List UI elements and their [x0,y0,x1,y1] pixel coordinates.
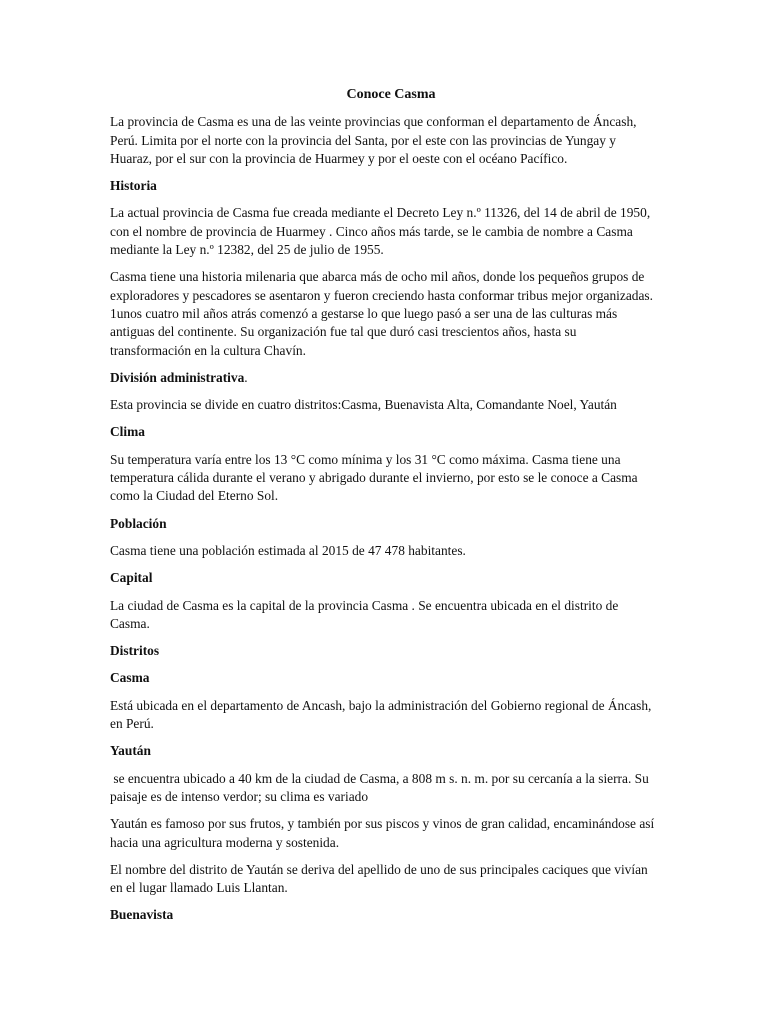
clima-paragraph: Su temperatura varía entre los 13 °C como mínima y los 31 °C como máxima. Casma tiene una temperatura cálida durante el verano y abrigado durante el invierno, por esto se le conoce a Casma como la Ciudad del Eterno Sol. [110,451,638,504]
page-title: Conoce Casma [346,87,436,102]
intro-paragraph: La provincia de Casma es una de las veinte provincias que conforman el departamento de Áncash, Perú. Limita por el norte con la provincia del Santa, por el este con las provincias de Yungay y Huaraz, por el sur con la provincia de Huarmey y por el oeste con el océano Pacífico. [110,114,637,166]
division-heading-line [110,369,656,387]
historia-paragraph-1: La actual provincia de Casma fue creada mediante el Decreto Ley n.º 11326, del 14 de abril de 1950, con el nombre de provincia de Huarmey . Cinco años más tarde, se le cambia de nombre a Casma mediante la Ley n.º 12382, del 25 de julio de 1955. [110,205,651,258]
heading-buenavista: Buenavista [110,907,174,923]
heading-clima: Clima [110,424,145,440]
heading-capital: Capital [110,570,153,586]
heading-division-administrativa: División administrativa [110,369,245,385]
yautan-paragraph-3: El nombre del distrito de Yaután se deriva del apellido de uno de sus principales caciques que vivían en el lugar llamado Luis Llantan. [110,861,648,896]
heading-historia: Historia [110,178,157,194]
poblacion-paragraph: Casma tiene una población estimada al 2015 de 47 478 habitantes. [110,542,466,558]
heading-yautan: Yaután [110,743,151,759]
historia-paragraph-2: Casma tiene una historia milenaria que abarca más de ocho mil años, donde los pequeños grupos de exploradores y pescadores se asentaron y fueron creciendo hasta conformar tribus mejor organizadas. 1unos cuatro mil años atrás comenzó a gestarse lo que luego pasó a ser una de las culturas más antiguas del continente. Su organización fue tal que duró casi trescientos años, hasta su transformación en la cultura Chavín. [110,269,653,358]
division-heading-period: . [244,369,248,385]
heading-poblacion: Población [110,515,167,531]
yautan-paragraph-2: Yaután es famoso por sus frutos, y también por sus piscos y vinos de gran calidad, encaminándose así hacia una agricultura moderna y sostenida. [110,816,655,850]
capital-paragraph: La ciudad de Casma es la capital de la provincia Casma . Se encuentra ubicada en el distrito de Casma. [110,597,619,631]
yautan-paragraph-1: se encuentra ubicado a 40 km de la ciudad de Casma, a 808 m s. n. m. por su cercanía a la sierra. Su paisaje es de intenso verdor; su clima es variado [110,770,653,804]
heading-distritos: Distritos [110,643,160,659]
casma-paragraph: Está ubicada en el departamento de Ancash, bajo la administración del Gobierno regional de Áncash, en Perú. [110,697,652,732]
division-paragraph: Esta provincia se divide en cuatro distritos:Casma, Buenavista Alta, Comandante Noel, Yaután [110,397,617,413]
heading-casma: Casma [110,670,150,686]
